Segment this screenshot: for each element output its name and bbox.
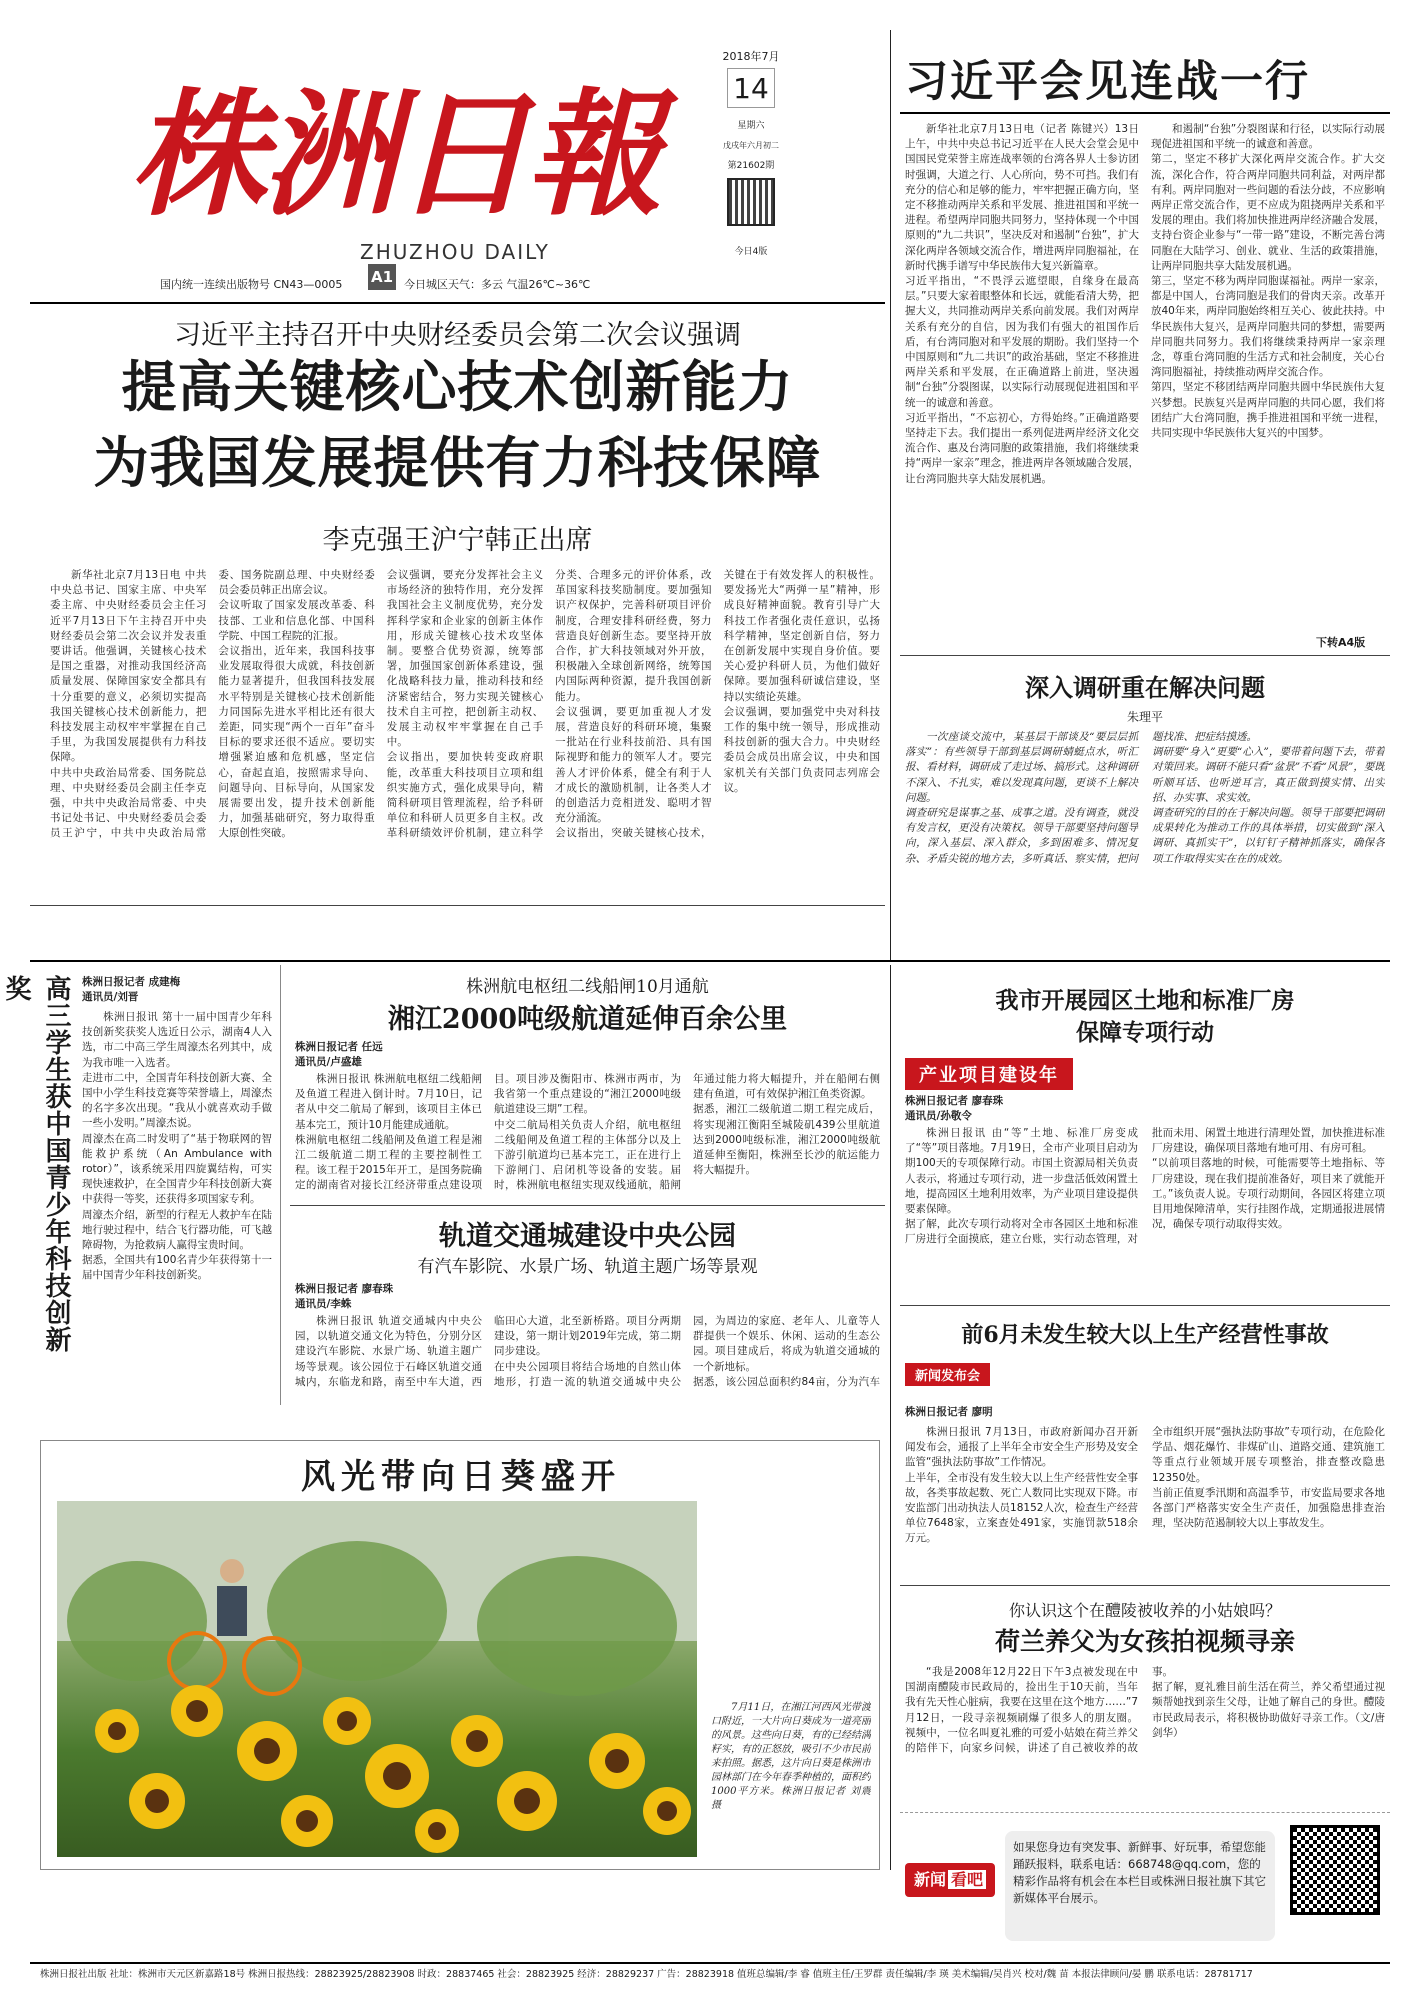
lead-body: 新华社北京7月13日电 中共中央总书记、国家主席、中央军委主席、中央财经委员会主任习近平7月13日下午主持召开中央财经委员会第二次会议并发表重要讲话。他强调，关键核心技术是国之重器，对推动我国经济高质量发展、保障国家安全都具有十分重要的意义，必须切实提高我国关键核心技术创新能力，把科技发展主动权牢牢掌握在自己手里，为我国发展提供有力科技保障。 中共中央政治局常委、国务院总理、中央财经委员会副主任李克强，中共中央政治局常委、中央书记处书记、中央财经委员会委员王沪宁，中共中央政治局常委、国务院副总理、中央财经委员会委员韩正出席会议。 会议听取了国家发展改革委、科技部、工业和信息化部、中国科学院、中国工程院的汇报。 会议指出，近年来，我国科技事业发展取得很大成就，科技创新能力显著提升，但我国科技发展水平特别是关键核心技术创新能力同国际先进水平相比还有很大差距，同实现“两个一百年”奋斗目标的要求还很不适应。要切实增强紧迫感和危机感，坚定信心，奋起直追，按照需求导向、问题导向、目标导向，从国家发展需要出发，提升技术创新能力，加强基础研究，努力取得重大原创性突破。 会议强调，要充分发挥社会主义市场经济的独特作用，充分发挥我国社会主义制度优势，充分发挥科学家和企业家的创新主体作用，形成关键核心技术攻坚体制。要整合优势资源，统筹部署，加强国家创新体系建设，强化战略科技力量，推动科技和经济紧密结合，努力实现关键核心技术自主可控，把创新主动权、发展主动权牢牢掌握在自己手中。 会议指出，要加快转变政府职能，改革重大科技项目立项和组织实施方式，强化成果导向，精简科研项目管理流程，给予科研单位和科研人员更多自主权。改革科研绩效评价机制，建立科学分类、合理多元的评价体系，改革国家科技奖励制度。要加强知识产权保护，完善科研项目评价制度，合理安排科研经费，努力营造良好创新生态。要坚持开放合作，扩大科技领域对外开放，积极融入全球创新网络，统筹国内国际两种资源，提升我国创新能力。 会议强调，要更加重视人才发展，营造良好的科研环境，集聚一批站在行业科技前沿、具有国际视野和能力的领军人才。要完善人才评价体系，健全有利于人才成长的激励机制，让各类人才的创造活力竞相迸发、聪明才智充分涌流。 会议指出，突破关键核心技术，关键在于有效发挥人的积极性。要发扬光大“两弹一星”精神，形成良好精神面貌。教育引导广大科技工作者强化责任意识，弘扬科学精神，坚定创新自信，努力在创新发展中实现自身价值。要关心爱护科研人员，为他们做好保障。要加强科研诚信建设，坚持以实绩论英雄。 会议强调，要加强党中央对科技工作的集中统一领导，形成推动科技创新的强大合力。中央财经委员会成员出席会议，中央和国家机关有关部门负责同志列席会议。 (50, 569, 880, 840)
land-title-1: 我市开展园区土地和标准厂房 (995, 987, 1295, 1014)
safety-tag (905, 1363, 990, 1386)
date-month: 2018年7月 (722, 50, 780, 63)
ad-qr-code[interactable] (1290, 1825, 1380, 1915)
rail-title: 轨道交通城建设中央公园 (439, 1221, 736, 1252)
sunflower-illustration (57, 1501, 697, 1857)
land-byline: 株洲日报记者 廖春珠 通讯员/孙敬令 (905, 1095, 1004, 1122)
masthead-cn: 国内统一连续出版物号 CN43—0005 (160, 278, 343, 291)
date-box (722, 48, 780, 260)
sunflower-box (40, 1440, 880, 1870)
land-tag-label: 产业项目建设年 (905, 1058, 1073, 1090)
ad-text: 如果您身边有突发事、新鲜事、好玩事，希望您能踊跃报料，联系电话：668748@qq.com，您的精彩作品将有机会在本栏目或株洲日报社旗下其它新媒体平台展示。 (1005, 1831, 1275, 1941)
ad-label-1: 新闻 (913, 1870, 946, 1889)
lead-subhead: 李克强王沪宁韩正出席 (322, 525, 593, 556)
research-title: 深入调研重在解决问题 (1025, 673, 1265, 702)
safety-title: 前6月未发生较大以上生产经营性事故 (961, 1322, 1329, 1348)
masthead-subtitle: ZHUZHOU DAILY (360, 240, 550, 264)
masthead (100, 40, 880, 295)
land-body: 株洲日报讯 由“等”土地、标准厂房变成了“等”项目落地。7月19日，全市产业项目启动为期100天的专项保障行动。市国土资源局相关负责人表示，将通过专项行动，进一步盘活低效闲置土地，提高园区土地利用效率，为产业项目建设提供要素保障。 据了解，此次专项行动将对全市各园区土地和标准厂房进行全面摸底，建立台账，实行动态管理，对批而未用、闲置土地进行清理处置，加快推进标准厂房建设，确保项目落地有地可用、有房可租。 “以前项目落地的时候，可能需要等土地指标、等厂房建设，现在我们提前准备好，项目来了就能开工。”该负责人说。专项行动期间，各园区将建立项目用地保障清单，实行挂图作战，定期通报进展情况，确保专项行动取得实效。 (905, 1127, 1385, 1246)
river-title: 湘江2000吨级航道延伸百余公里 (387, 1004, 788, 1035)
youth-byline: 株洲日报记者 成建梅 通讯员/刘晋 (82, 976, 181, 1003)
top-right-body (905, 122, 1385, 634)
rail-subtitle: 有汽车影院、水景广场、轨道主题广场等景观 (417, 1257, 758, 1277)
issue-number: 第21602期 (727, 161, 775, 171)
date-lunar: 戊戌年六月初二 (723, 141, 779, 150)
footer-credits: 株洲日报社出版 社址：株洲市天元区新嘉路18号 株洲日报热线：28823925/28823908 时政：28837465 社会：28823925 经济：28829237 广告：28823918 值班总编辑/李 睿 值班主任/王罗群 责任编辑/李 瑛 美术编辑/吴肖兴 校对/魏 苗 本报法律顾问/晏 鹏 联系电话：28781717 (40, 1969, 1253, 1980)
safety-tag-label: 新闻发布会 (915, 1369, 981, 1384)
jump-to-a4[interactable]: 下转A4版 (1316, 636, 1366, 649)
date-day: 14 (727, 68, 775, 108)
top-right-col1: 新华社北京7月13日电（记者 陈键兴）13日上午，中共中央总书记习近平在人民大会堂会见中国国民党荣誉主席连战率领的台湾各界人士参访团时强调，大道之行、人心所向，势不可挡。我们有充分的信心和足够的能力，牢牢把握正确方向，坚定不移推动两岸关系和平发展、推进祖国和平统一进程。希望两岸同胞共同努力，坚持体现一个中国原则的“九二共识”，坚决反对和遏制“台独”，扩大深化两岸各领域交流合作，增进两岸同胞福祉，在新时代携手谱写中华民族伟大复兴新篇章。 习近平指出，“不畏浮云遮望眼，自缘身在最高层。”只要大家着眼整体和长远，就能看清大势，把握大义，共同推动两岸关系向前发展。我们对两岸关系有充分的自信，因为我们有强大的祖国作后盾，有台湾同胞对和平发展的期盼。我们坚持一个中国原则和“九二共识”的政治基础，坚定不移推进两岸关系和平发展，在正确道路上前进，坚决遏制“台独”分裂图谋，以实际行动展现促进祖国和平统一的诚意和善意。 习近平指出，“不忘初心，方得始终。”正确道路要坚持走下去。我们提出一系列促进两岸经济文化交流合作、惠及台湾同胞的政策措施，我们将继续秉持“两岸一家亲”理念，推进两岸各领域融合发展，让台湾同胞共享大陆发展机遇。 (905, 123, 1139, 485)
lead-headline-2: 为我国发展提供有力科技保障 (93, 431, 822, 495)
lead-headline-1: 提高关键核心技术创新能力 (121, 355, 794, 419)
dutch-body: “我是2008年12月22日下午3点被发现在中国湖南醴陵市民政局的，捡出生于10天前，当年我有先天性心脏病，我要在这里在这个地方……”7月12日，一段寻亲视频刷爆了很多人的朋友圈。视频中，一位名叫夏礼雅的可爱小姑娘在荷兰养父的陪伴下，向家乡问候，讲述了自己被收养的故事。 据了解，夏礼雅目前生活在荷兰，养父希望通过视频帮她找到亲生父母，让她了解自己的身世。醴陵市民政局表示，将积极协助做好寻亲工作。（文/唐剑华） (905, 1666, 1385, 1755)
qr-code (727, 178, 775, 226)
masthead-weather: 今日城区天气：多云 气温26℃~36℃ (404, 278, 591, 291)
river-kicker: 株洲航电枢纽二线船闸10月通航 (466, 977, 709, 997)
ad-label-2: 看吧 (948, 1870, 986, 1889)
youth-title: 高三学生获中国青少年科技创新奖 (1, 975, 71, 1353)
youth-body: 株洲日报讯 第十一届中国青少年科技创新奖获奖人选近日公示，湖南4人入选，市二中高三学生周濠杰名列其中，成为我市唯一入选者。 走进市二中，全国青年科技创新大赛、全国中小学生科技竞赛等荣誉墙上，周濠杰的名字多次出现。“我从小就喜欢动手做一些小发明。”周濠杰说。 周濠杰在高二时发明了“基于物联网的智能救护系统（An Ambulance with rotor）”，该系统采用四旋翼结构，可实现快速救护，在全国青少年科技创新大赛中获得一等奖，还获得多项国家专利。 周濠杰介绍，新型的行程无人救护车在陆地行驶过程中，结合飞行器功能，可飞越障碍物，为抢救病人赢得宝贵时间。 据悉，全国共有100名青少年获得第十一届中国青少年科技创新奖。 (82, 1011, 272, 1282)
sunflower-title: 风光带向日葵盛开 (301, 1457, 621, 1497)
sunflower-caption: 7月11日，在湘江河西风光带渡口附近，一大片向日葵成为一道亮丽的风景。这些向日葵，有的已经结满籽实，有的正怒放，吸引不少市民前来拍照。据悉，这片向日葵是株洲市园林部门在今年春季种植的，面积约1000平方米。株洲日报记者 刘震 摄 (711, 1702, 871, 1811)
rail-body: 株洲日报讯 轨道交通城内中央公园，以轨道交通文化为特色，分别分区建设汽车影院、水景广场、轨道主题广场等景观。该公园位于石峰区轨道交通城内，东临龙和路，南至中车大道，西临田心大道，北至新桥路。项目分两期建设，第一期计划2019年完成，第二期同步建设。 在中央公园项目将结合场地的自然山体地形，打造一流的轨道交通城中央公园，为周边的家庭、老年人、儿童等人群提供一个娱乐、休闲、运动的生态公园。项目建成后，将成为轨道交通城的一个新地标。 据悉，该公园总面积约84亩，分为汽车 (295, 1315, 880, 1388)
research-body: 一次座谈交流中，某基层干部谈及“要层层抓落实”：有些领导干部到基层调研蜻蜓点水，听汇报、看材料，调研成了走过场、搞形式。这种调研不深入、不扎实，难以发现真问题，更谈不上解决问题。 调查研究是谋事之基、成事之道。没有调查，就没有发言权，更没有决策权。领导干部要坚持问题导向，深入基层、深入群众，多到困难多、情况复杂、矛盾尖锐的地方去，多听真话、察实情，把问题找准、把症结摸透。 调研要“身入”更要“心入”，要带着问题下去，带着对策回来。调研不能只看“盆景”不看“风景”，要既听顺耳话、也听逆耳言，真正做到摸实情、出实招、办实事、求实效。 调查研究的目的在于解决问题。领导干部要把调研成果转化为推动工作的具体举措，切实做到“深入调研、真抓实干”，以钉钉子精神抓落实，确保各项工作取得实实在在的成效。 (905, 731, 1385, 865)
river-byline: 株洲日报记者 任远 通讯员/卢盛雄 (295, 1041, 383, 1068)
safety-body: 株洲日报讯 7月13日，市政府新闻办召开新闻发布会，通报了上半年全市安全生产形势及安全监管“强执法防事故”工作情况。 上半年，全市没有发生较大以上生产经营性安全事故，各类事故起数、死亡人数同比实现双下降。市安监部门出动执法人员18152人次，检查生产经营单位7648家，立案查处491家，实施罚款518余万元。 全市组织开展“强执法防事故”专项行动，在危险化学品、烟花爆竹、非煤矿山、道路交通、建筑施工等重点行业领域开展专项整治，排查整改隐患12350处。 当前正值夏季汛期和高温季节，市安监局要求各地各部门严格落实安全生产责任，加强隐患排查治理，坚决防范遏制较大以上事故发生。 (905, 1426, 1385, 1545)
masthead-title: 株洲日報 (130, 75, 658, 235)
sunflower-photo (57, 1501, 697, 1857)
safety-byline: 株洲日报记者 廖明 (905, 1406, 993, 1418)
river-body: 株洲日报讯 株洲航电枢纽二线船闸及鱼道工程进入倒计时。7月10日，记者从中交二航局了解到，该项目主体已基本完工，预计10月能建成通航。 株洲航电枢纽二线船闸及鱼道工程是湘江二级航道二期工程的主要控制性工程。该工程于2015年开工，是国务院确定的湖南省对接长江经济带重点建设项目。项目涉及衡阳市、株洲市两市，为我省第一个重点建设的“湘江2000吨级航道建设三期”工程。 中交二航局相关负责人介绍，航电枢纽二线船闸及鱼道工程的主体部分以及上下游引航道均已基本完工，正在进行上下游闸门、启闭机等设备的安装。届时，株洲航电枢纽实现双线通航，船闸年通过能力将大幅提升，并在船闸右侧建有鱼道，可有效保护湘江鱼类资源。 据悉，湘江二级航道二期工程完成后，将实现湘江衡阳至城陵矶439公里航道达到2000吨级标准，湘江2000吨级航道延伸至衡阳，株洲至长沙的航运能力将大幅提升。 (295, 1073, 880, 1192)
research-author: 朱理平 (1126, 710, 1163, 724)
rail-byline: 株洲日报记者 廖春珠 通讯员/李蛛 (295, 1283, 394, 1310)
date-weekday: 星期六 (737, 121, 765, 131)
dutch-title: 荷兰养父为女孩拍视频寻亲 (994, 1627, 1295, 1656)
land-tag (905, 1058, 1073, 1090)
land-title-2: 保障专项行动 (1076, 1019, 1214, 1046)
dutch-kicker: 你认识这个在醴陵被收养的小姑娘吗？ (1008, 1601, 1281, 1620)
lead-kicker: 习近平主持召开中央财经委员会第二次会议强调 (174, 320, 741, 351)
news-tip-ad[interactable] (900, 1812, 1390, 1957)
page-count: 今日4版 (734, 247, 768, 257)
top-right-col2: 和遏制“台独”分裂图谋和行径，以实际行动展现促进祖国和平统一的诚意和善意。 第二，坚定不移扩大深化两岸交流合作。扩大交流，深化合作，符合两岸同胞共同利益，对两岸都有利。两岸同胞对一些问题的看法分歧，不应影响两岸正常交流合作，更不应成为阻挠两岸关系和平发展的理由。我们将加快推进两岸经济融合发展，支持台资企业参与“一带一路”建设，不断完善台湾同胞在大陆学习、创业、就业、生活的政策措施，让两岸同胞共享大陆发展机遇。 第三，坚定不移为两岸同胞谋福祉。两岸一家亲，都是中国人，台湾同胞是我们的骨肉天亲。改革开放40年来，两岸同胞始终相互关心、彼此扶持。中华民族伟大复兴，是两岸同胞共同的梦想，需要两岸同胞共同努力。我们将继续秉持两岸一家亲理念，尊重台湾同胞的生活方式和社会制度，关心台湾同胞福祉，持续推动两岸交流合作。 第四，坚定不移团结两岸同胞共圆中华民族伟大复兴梦想。民族复兴是两岸同胞的共同心愿，我们将团结广大台湾同胞，携手推进祖国和平统一进程，共同实现中华民族伟大复兴的中国梦。 (1151, 123, 1385, 440)
top-right-headline: 习近平会见连战一行 (905, 57, 1310, 107)
page-number-badge: A1 (368, 264, 396, 290)
ad-label (905, 1863, 995, 1897)
